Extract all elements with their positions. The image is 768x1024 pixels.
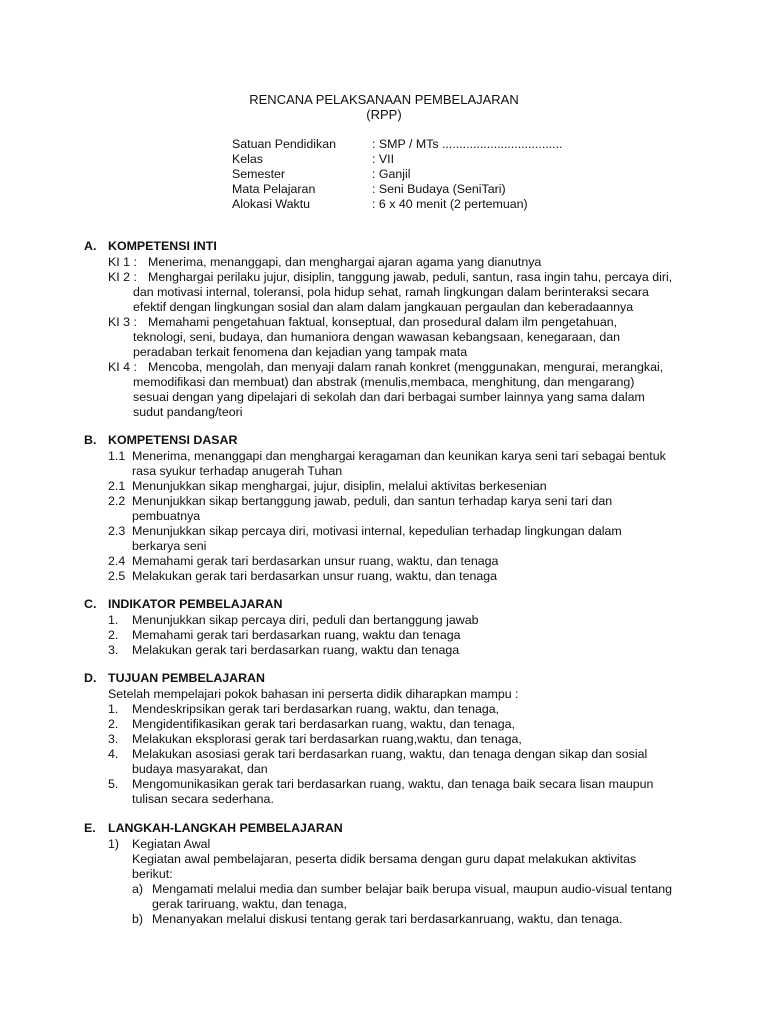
ki-item: KI 2 : Menghargai perilaku jujur, disiplin, tanggung jawab, peduli, santun, rasa ingin tahu, percaya diri,: [108, 270, 673, 284]
ki-item: KI 1 : Menerima, menanggapi, dan menghargai ajaran agama yang dianutnya: [108, 255, 542, 269]
section-heading: D. TUJUAN PEMBELAJARAN: [84, 671, 265, 685]
ki-item: KI 3 : Memahami pengetahuan faktual, konseptual, dan prosedural dalam ilm pengetahuan,: [108, 315, 618, 329]
step-desc: Kegiatan awal pembelajaran, peserta didik bersama dengan guru dapat melakukan aktivitas: [132, 852, 637, 866]
document-title: RENCANA PELAKSANAAN PEMBELAJARAN: [249, 92, 519, 107]
kd-item: 2.1 Menunjukkan sikap menghargai, jujur, disiplin, melalui aktivitas berkesenian: [108, 479, 547, 493]
langkah-step: 1) Kegiatan Awal Kegiatan awal pembelajaran, peserta didik bersama dengan guru dapat melakukan aktivitas berikut: a) Mengamati melalui media dan sumber belajar baik berupa visual, maupun audio-visual tentang gerak tariruang, waktu, dan tenaga, b) Menanyakan melalui diskusi tentang gerak tari berdasarkanruang, waktu, dan tenaga.: [108, 837, 704, 927]
section-indikator: [84, 597, 704, 658]
identity-value: : Ganjil: [372, 167, 411, 181]
identity-table: [232, 137, 692, 212]
tujuan-intro: Setelah mempelajari pokok bahasan ini perserta didik diharapkan mampu :: [108, 687, 519, 701]
identity-label: Mata Pelajaran: [232, 182, 316, 196]
identity-row: [232, 137, 692, 152]
section-tujuan: [84, 671, 704, 807]
identity-label: Kelas: [232, 152, 263, 166]
kd-item: 1.1 Menerima, menanggapi dan menghargai keragaman dan keunikan karya seni tari sebagai bentuk rasa syukur terhadap anugerah Tuhan: [108, 449, 666, 478]
tujuan-item: 4. Melakukan asosiasi gerak tari berdasarkan ruang, waktu, dan tenaga dengan sikap dan sosial budaya masyarakat, dan: [108, 747, 648, 776]
section-kompetensi-inti: A. KOMPETENSI INTI KI 1 : Menerima, menanggapi, dan menghargai ajaran agama yang dianutnya KI 2 : Menghargai perilaku jujur, disiplin, tanggung jawab, peduli, santun, rasa ingin tahu, percaya diri, dan motivasi internal, toleransi, pola hidup sehat, ramah lingkungan dalam berinteraksi secara efektif dengan lingkungan sosial dan alam dalam jangkauan pergaulan dan keberadaannya KI 3 : Memahami pengetahuan faktual, konseptual, dan prosedural dalam ilm pengetahuan, teknologi, seni, budaya, dan humaniora dengan wawasan kebangsaan, kenegaraan, dan peradaban terkait fenomena dan kejadian yang tampak mata KI 4 : Mencoba, mengolah, dan menyaji dalam ranah konkret (menggunakan, mengurai, merangkai, memodifikasi dan membuat) dan abstrak (menulis,membaca, menghitung, dan mengarang) sesuai dengan yang dipelajari di sekolah dan dari berbagai sumber lainnya yang sama dalam sudut pandang/teori: [84, 239, 704, 420]
indikator-item: 3. Melakukan gerak tari berdasarkan ruang, waktu dan tenaga: [108, 643, 460, 657]
identity-row: [232, 167, 692, 182]
indikator-item: 2. Memahami gerak tari berdasarkan ruang, waktu dan tenaga: [108, 628, 461, 642]
section-heading: A. KOMPETENSI INTI: [84, 239, 217, 253]
kd-item: 2.2 Menunjukkan sikap bertanggung jawab, peduli, dan santun terhadap karya seni tari dan pembuatnya: [108, 494, 613, 523]
identity-label: Satuan Pendidikan: [232, 137, 337, 151]
identity-row: [232, 152, 692, 167]
identity-value: : VII: [372, 152, 395, 166]
section-heading: E. LANGKAH-LANGKAH PEMBELAJARAN: [84, 821, 343, 835]
identity-row: [232, 197, 692, 212]
section-heading: C. INDIKATOR PEMBELAJARAN: [84, 597, 283, 611]
identity-label: Semester: [232, 167, 286, 181]
indikator-item: 1. Menunjukkan sikap percaya diri, peduli dan bertanggung jawab: [108, 613, 479, 627]
step-title: Kegiatan Awal: [132, 837, 211, 851]
section-heading: B. KOMPETENSI DASAR: [84, 433, 238, 447]
identity-value: : 6 x 40 menit (2 pertemuan): [372, 197, 528, 211]
step-subitem: b) Menanyakan melalui diskusi tentang gerak tari berdasarkanruang, waktu, dan tenaga.: [132, 912, 623, 926]
ki-item: KI 4 : Mencoba, mengolah, dan menyaji dalam ranah konkret (menggunakan, mengurai, merangkai,: [108, 360, 664, 374]
section-langkah: [84, 821, 704, 927]
tujuan-item: 5. Mengomunikasikan gerak tari berdasarkan ruang, waktu, dan tenaga baik secara lisan maupun tulisan secara sederhana.: [108, 777, 654, 806]
kd-item: 2.4 Memahami gerak tari berdasarkan unsur ruang, waktu, dan tenaga: [108, 554, 499, 568]
identity-row: [232, 182, 692, 197]
tujuan-item: 2. Mengidentifikasikan gerak tari berdasarkan ruang, waktu, dan tenaga,: [108, 717, 515, 731]
identity-label: Alokasi Waktu: [232, 197, 311, 211]
step-subitem: a) Mengamati melalui media dan sumber belajar baik berupa visual, maupun audio-visual tentang gerak tariruang, waktu, dan tenaga,: [132, 882, 673, 911]
tujuan-item: 3. Melakukan eksplorasi gerak tari berdasarkan ruang,waktu, dan tenaga,: [108, 732, 522, 746]
tujuan-item: 1. Mendeskripsikan gerak tari berdasarkan ruang, waktu, dan tenaga,: [108, 702, 500, 716]
section-kompetensi-dasar: [84, 433, 704, 584]
document-subtitle: (RPP): [366, 107, 402, 122]
kd-item: 2.5 Melakukan gerak tari berdasarkan unsur ruang, waktu, dan tenaga: [108, 569, 498, 583]
identity-value: : SMP / MTs ...................................: [372, 137, 563, 151]
kd-item: 2.3 Menunjukkan sikap percaya diri, motivasi internal, kepedulian terhadap lingkungan dalam berkarya seni: [108, 524, 622, 553]
step-desc: berikut:: [132, 867, 173, 881]
identity-value: : Seni Budaya (SeniTari): [372, 182, 506, 196]
